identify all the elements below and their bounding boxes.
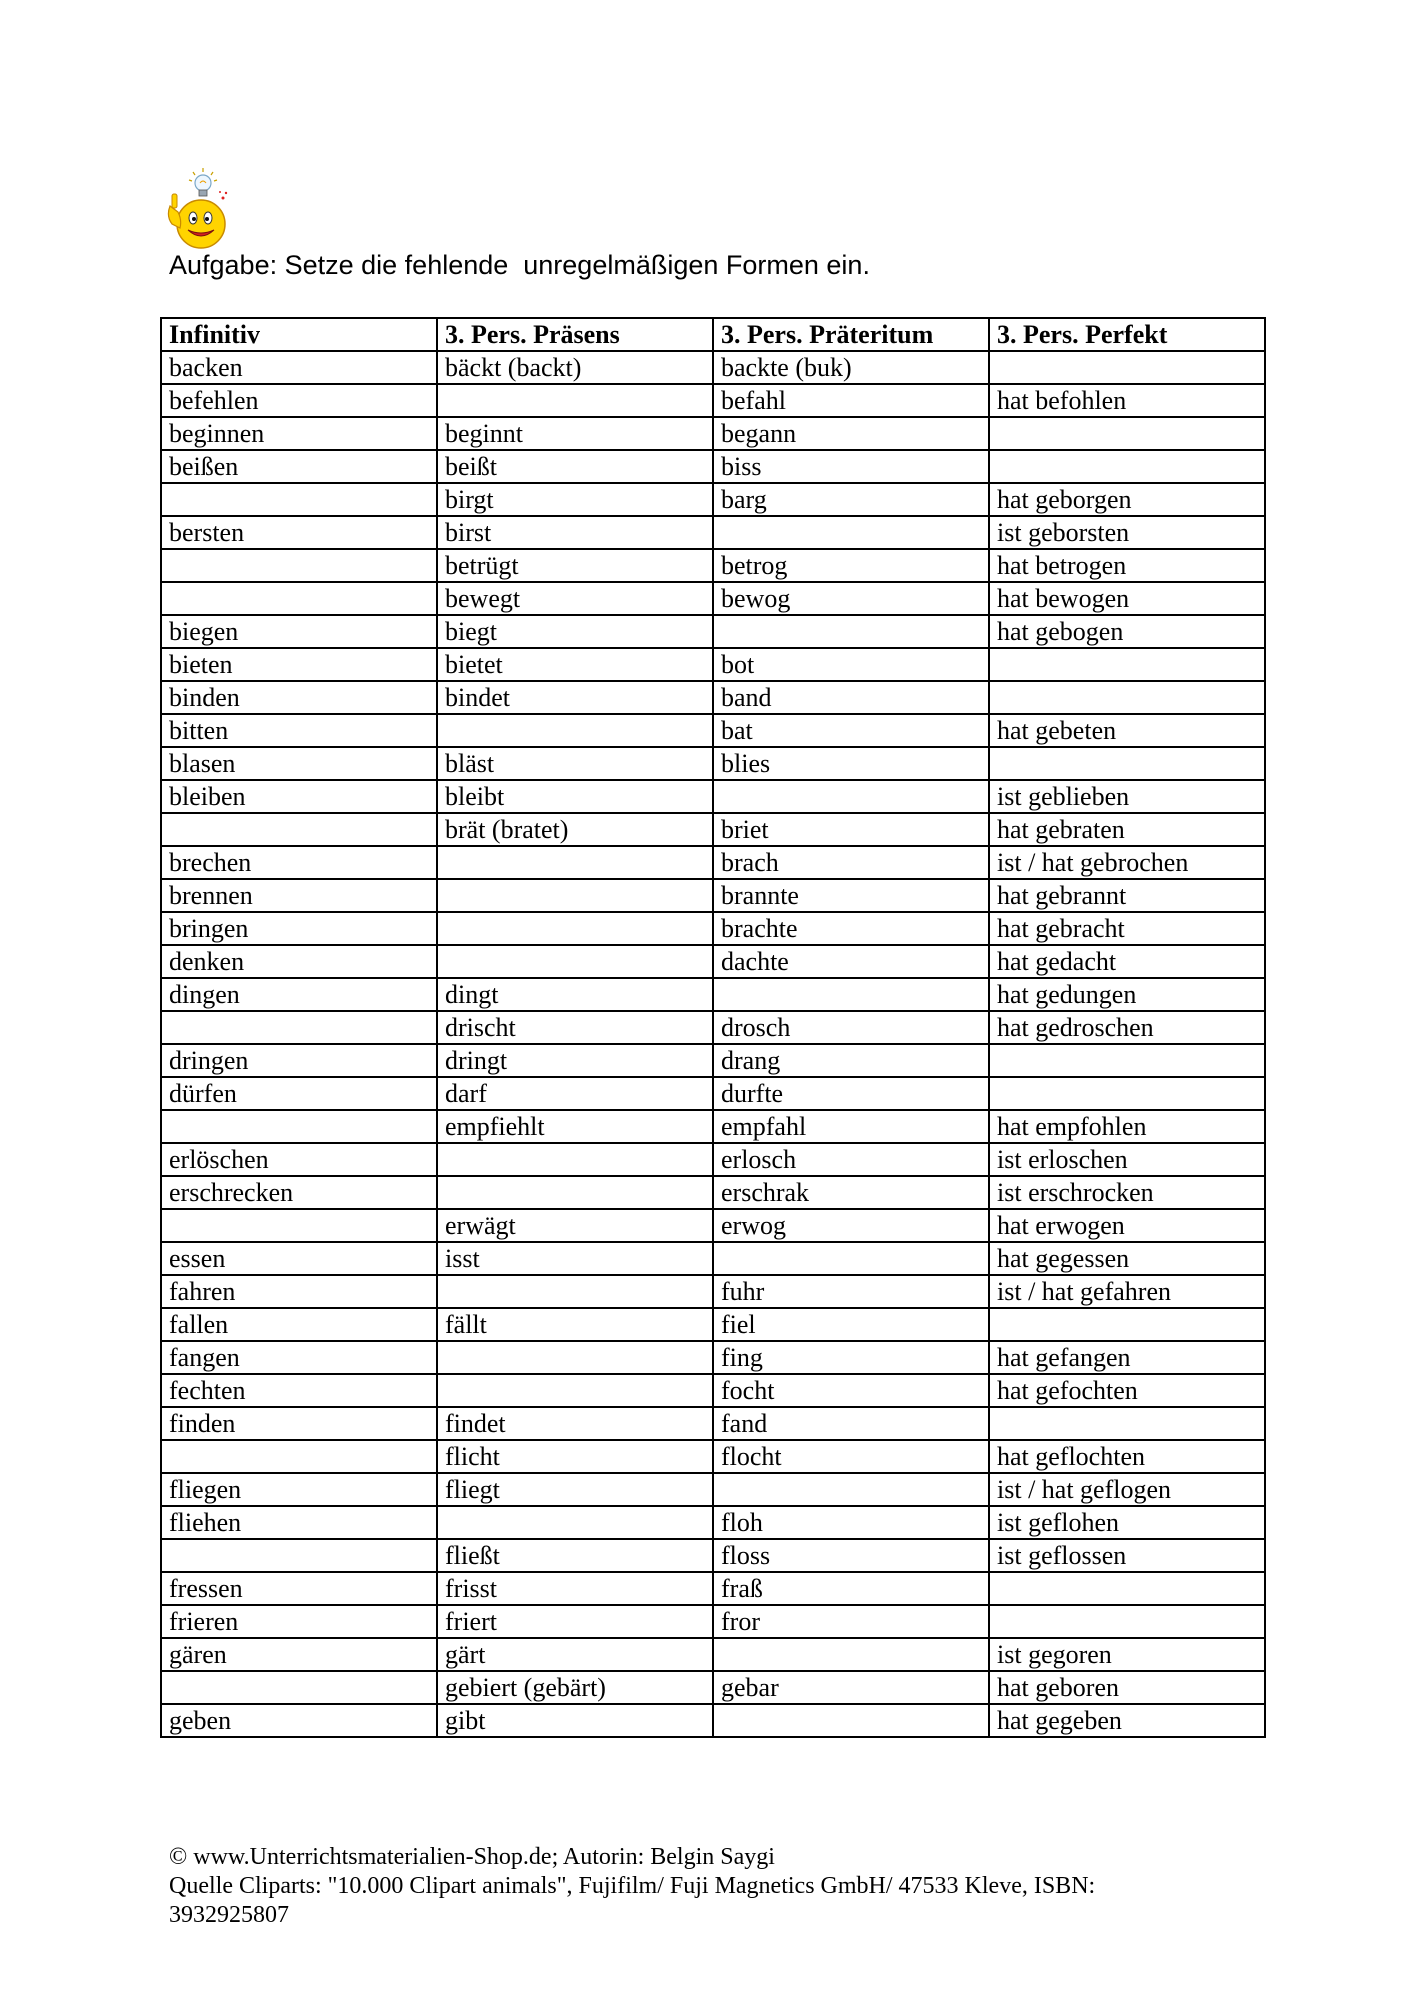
cell-perfekt: hat betrogen xyxy=(989,549,1265,582)
smiley-lightbulb-icon xyxy=(166,166,236,252)
cell-infinitiv: erschrecken xyxy=(161,1176,437,1209)
cell-praesens: drischt xyxy=(437,1011,713,1044)
cell-perfekt: ist / hat geflogen xyxy=(989,1473,1265,1506)
table-row xyxy=(161,1572,1265,1605)
table-row xyxy=(161,351,1265,384)
cell-infinitiv: fahren xyxy=(161,1275,437,1308)
cell-praeteritum: brannte xyxy=(713,879,989,912)
cell-praeteritum xyxy=(713,780,989,813)
cell-infinitiv xyxy=(161,1209,437,1242)
cell-perfekt: hat befohlen xyxy=(989,384,1265,417)
cell-praesens: birgt xyxy=(437,483,713,516)
cell-perfekt xyxy=(989,747,1265,780)
table-row xyxy=(161,384,1265,417)
cell-praeteritum: fing xyxy=(713,1341,989,1374)
cell-praeteritum: brach xyxy=(713,846,989,879)
cell-praesens: bäckt (backt) xyxy=(437,351,713,384)
table-row xyxy=(161,780,1265,813)
cell-infinitiv: dürfen xyxy=(161,1077,437,1110)
cell-praeteritum: empfahl xyxy=(713,1110,989,1143)
cell-infinitiv: fangen xyxy=(161,1341,437,1374)
table-row xyxy=(161,1110,1265,1143)
cell-infinitiv: fliegen xyxy=(161,1473,437,1506)
cell-perfekt xyxy=(989,351,1265,384)
cell-perfekt: ist geblieben xyxy=(989,780,1265,813)
cell-praeteritum: gebar xyxy=(713,1671,989,1704)
cell-praesens: gebiert (gebärt) xyxy=(437,1671,713,1704)
cell-perfekt: hat erwogen xyxy=(989,1209,1265,1242)
task-instruction: Aufgabe: Setze die fehlende unregelmäßigen Formen ein. xyxy=(169,250,870,280)
cell-praesens xyxy=(437,1506,713,1539)
table-row xyxy=(161,1242,1265,1275)
cell-perfekt: ist gegoren xyxy=(989,1638,1265,1671)
cell-infinitiv: bleiben xyxy=(161,780,437,813)
table-row xyxy=(161,879,1265,912)
cell-infinitiv xyxy=(161,1011,437,1044)
cell-perfekt: hat gebraten xyxy=(989,813,1265,846)
cell-praeteritum: fuhr xyxy=(713,1275,989,1308)
cell-praeteritum: erlosch xyxy=(713,1143,989,1176)
table-row xyxy=(161,1671,1265,1704)
table-row xyxy=(161,1209,1265,1242)
table-row xyxy=(161,1011,1265,1044)
table-row xyxy=(161,1341,1265,1374)
table-row xyxy=(161,417,1265,450)
cell-perfekt: hat gedroschen xyxy=(989,1011,1265,1044)
table-row xyxy=(161,1605,1265,1638)
table-row xyxy=(161,516,1265,549)
cell-perfekt xyxy=(989,450,1265,483)
cell-perfekt: hat gebrannt xyxy=(989,879,1265,912)
cell-infinitiv: gären xyxy=(161,1638,437,1671)
cell-praesens: betrügt xyxy=(437,549,713,582)
cell-infinitiv xyxy=(161,1110,437,1143)
cell-praeteritum: brachte xyxy=(713,912,989,945)
cell-infinitiv: fliehen xyxy=(161,1506,437,1539)
cell-infinitiv: brechen xyxy=(161,846,437,879)
cell-perfekt: hat gebracht xyxy=(989,912,1265,945)
cell-praesens: biegt xyxy=(437,615,713,648)
cell-praesens: darf xyxy=(437,1077,713,1110)
table-row xyxy=(161,1704,1265,1737)
table-row xyxy=(161,912,1265,945)
header-infinitiv: Infinitiv xyxy=(161,318,437,351)
cell-praesens: friert xyxy=(437,1605,713,1638)
cell-infinitiv: bieten xyxy=(161,648,437,681)
cell-perfekt: hat empfohlen xyxy=(989,1110,1265,1143)
cell-praesens: birst xyxy=(437,516,713,549)
table-row xyxy=(161,681,1265,714)
cell-praeteritum: floss xyxy=(713,1539,989,1572)
cell-praeteritum: erwog xyxy=(713,1209,989,1242)
cell-infinitiv: binden xyxy=(161,681,437,714)
cell-praesens: isst xyxy=(437,1242,713,1275)
cell-infinitiv: fechten xyxy=(161,1374,437,1407)
cell-praeteritum: blies xyxy=(713,747,989,780)
cell-perfekt xyxy=(989,1572,1265,1605)
cell-infinitiv: erlöschen xyxy=(161,1143,437,1176)
cell-infinitiv: brennen xyxy=(161,879,437,912)
cell-praeteritum: bat xyxy=(713,714,989,747)
cell-perfekt: hat geborgen xyxy=(989,483,1265,516)
cell-infinitiv: dingen xyxy=(161,978,437,1011)
cell-praeteritum: bewog xyxy=(713,582,989,615)
cell-praeteritum: floh xyxy=(713,1506,989,1539)
cell-praeteritum: erschrak xyxy=(713,1176,989,1209)
cell-infinitiv: geben xyxy=(161,1704,437,1737)
cell-praeteritum: focht xyxy=(713,1374,989,1407)
table-row xyxy=(161,945,1265,978)
cell-praesens xyxy=(437,1275,713,1308)
cell-perfekt: hat gegeben xyxy=(989,1704,1265,1737)
cell-infinitiv: blasen xyxy=(161,747,437,780)
table-row xyxy=(161,1407,1265,1440)
cell-praesens: fliegt xyxy=(437,1473,713,1506)
verb-table xyxy=(160,317,1266,1738)
table-row xyxy=(161,1275,1265,1308)
cell-perfekt: hat gebogen xyxy=(989,615,1265,648)
cell-praeteritum: durfte xyxy=(713,1077,989,1110)
cell-praeteritum xyxy=(713,1242,989,1275)
cell-perfekt: ist erloschen xyxy=(989,1143,1265,1176)
cell-perfekt: hat gebeten xyxy=(989,714,1265,747)
table-row xyxy=(161,1440,1265,1473)
cell-praeteritum: bot xyxy=(713,648,989,681)
cell-perfekt xyxy=(989,417,1265,450)
cell-infinitiv xyxy=(161,1671,437,1704)
cell-praeteritum xyxy=(713,1473,989,1506)
cell-praesens xyxy=(437,1341,713,1374)
cell-infinitiv: denken xyxy=(161,945,437,978)
cell-infinitiv: frieren xyxy=(161,1605,437,1638)
cell-perfekt xyxy=(989,1044,1265,1077)
cell-praesens: erwägt xyxy=(437,1209,713,1242)
cell-praeteritum: biss xyxy=(713,450,989,483)
cell-perfekt xyxy=(989,1077,1265,1110)
table-row xyxy=(161,1077,1265,1110)
cell-infinitiv: backen xyxy=(161,351,437,384)
header-praesens: 3. Pers. Präsens xyxy=(437,318,713,351)
cell-praeteritum: dachte xyxy=(713,945,989,978)
cell-praeteritum: briet xyxy=(713,813,989,846)
table-row xyxy=(161,1374,1265,1407)
cell-infinitiv xyxy=(161,1539,437,1572)
cell-praeteritum xyxy=(713,978,989,1011)
cell-praeteritum: drang xyxy=(713,1044,989,1077)
cell-praesens: fällt xyxy=(437,1308,713,1341)
cell-praesens xyxy=(437,879,713,912)
cell-infinitiv: bersten xyxy=(161,516,437,549)
cell-infinitiv xyxy=(161,549,437,582)
table-row xyxy=(161,648,1265,681)
cell-praesens: findet xyxy=(437,1407,713,1440)
header-perfekt: 3. Pers. Perfekt xyxy=(989,318,1265,351)
cell-praeteritum: band xyxy=(713,681,989,714)
cell-praesens: beginnt xyxy=(437,417,713,450)
cell-infinitiv: essen xyxy=(161,1242,437,1275)
cell-perfekt xyxy=(989,1308,1265,1341)
cell-praeteritum: flocht xyxy=(713,1440,989,1473)
cell-praesens: bietet xyxy=(437,648,713,681)
table-row xyxy=(161,1143,1265,1176)
cell-praeteritum: begann xyxy=(713,417,989,450)
cell-perfekt: hat gedungen xyxy=(989,978,1265,1011)
cell-infinitiv: fressen xyxy=(161,1572,437,1605)
cell-perfekt: ist / hat gefahren xyxy=(989,1275,1265,1308)
cell-infinitiv xyxy=(161,483,437,516)
cell-praesens: brät (bratet) xyxy=(437,813,713,846)
cell-infinitiv: bringen xyxy=(161,912,437,945)
cell-perfekt: hat gegessen xyxy=(989,1242,1265,1275)
cell-praesens: empfiehlt xyxy=(437,1110,713,1143)
cell-praesens: flicht xyxy=(437,1440,713,1473)
cell-praeteritum: backte (buk) xyxy=(713,351,989,384)
cell-praeteritum: barg xyxy=(713,483,989,516)
cell-praeteritum: fiel xyxy=(713,1308,989,1341)
cell-praesens xyxy=(437,1176,713,1209)
cell-perfekt: ist erschrocken xyxy=(989,1176,1265,1209)
cell-praesens: dingt xyxy=(437,978,713,1011)
cell-praeteritum: fror xyxy=(713,1605,989,1638)
cell-praeteritum: fand xyxy=(713,1407,989,1440)
cell-perfekt: ist / hat gebrochen xyxy=(989,846,1265,879)
table-row xyxy=(161,1506,1265,1539)
cell-infinitiv xyxy=(161,813,437,846)
cell-praesens: beißt xyxy=(437,450,713,483)
footer-isbn: 3932925807 xyxy=(169,1902,289,1928)
cell-praesens xyxy=(437,384,713,417)
cell-infinitiv: bitten xyxy=(161,714,437,747)
table-row xyxy=(161,714,1265,747)
table-row xyxy=(161,1473,1265,1506)
cell-praesens xyxy=(437,714,713,747)
table-row xyxy=(161,1638,1265,1671)
cell-praesens xyxy=(437,1374,713,1407)
table-row xyxy=(161,1308,1265,1341)
cell-praesens: bewegt xyxy=(437,582,713,615)
table-row xyxy=(161,1044,1265,1077)
cell-praesens: frisst xyxy=(437,1572,713,1605)
cell-perfekt: hat gedacht xyxy=(989,945,1265,978)
cell-perfekt: hat geflochten xyxy=(989,1440,1265,1473)
cell-praesens xyxy=(437,846,713,879)
table-row xyxy=(161,483,1265,516)
table-row xyxy=(161,582,1265,615)
cell-infinitiv: beginnen xyxy=(161,417,437,450)
cell-praesens xyxy=(437,1143,713,1176)
cell-praesens: bindet xyxy=(437,681,713,714)
table-row xyxy=(161,549,1265,582)
cell-praeteritum xyxy=(713,516,989,549)
cell-praesens: gärt xyxy=(437,1638,713,1671)
cell-infinitiv: finden xyxy=(161,1407,437,1440)
table-row xyxy=(161,747,1265,780)
cell-praeteritum xyxy=(713,615,989,648)
cell-perfekt: ist geflohen xyxy=(989,1506,1265,1539)
footer-copyright: © www.Unterrichtsmaterialien-Shop.de; Autorin: Belgin Saygi xyxy=(169,1844,775,1870)
cell-praesens xyxy=(437,945,713,978)
cell-perfekt: hat bewogen xyxy=(989,582,1265,615)
cell-infinitiv: dringen xyxy=(161,1044,437,1077)
cell-infinitiv: fallen xyxy=(161,1308,437,1341)
cell-infinitiv xyxy=(161,582,437,615)
cell-infinitiv: befehlen xyxy=(161,384,437,417)
table-row xyxy=(161,1539,1265,1572)
cell-infinitiv: biegen xyxy=(161,615,437,648)
cell-praeteritum: fraß xyxy=(713,1572,989,1605)
table-row xyxy=(161,813,1265,846)
cell-perfekt: hat geboren xyxy=(989,1671,1265,1704)
cell-perfekt xyxy=(989,681,1265,714)
table-row xyxy=(161,450,1265,483)
cell-praeteritum: betrog xyxy=(713,549,989,582)
cell-infinitiv: beißen xyxy=(161,450,437,483)
table-row xyxy=(161,615,1265,648)
cell-praesens: gibt xyxy=(437,1704,713,1737)
table-row xyxy=(161,978,1265,1011)
cell-praeteritum: befahl xyxy=(713,384,989,417)
cell-praeteritum xyxy=(713,1638,989,1671)
cell-praeteritum: drosch xyxy=(713,1011,989,1044)
cell-perfekt: ist geborsten xyxy=(989,516,1265,549)
cell-perfekt xyxy=(989,1605,1265,1638)
cell-perfekt: hat gefochten xyxy=(989,1374,1265,1407)
cell-perfekt xyxy=(989,648,1265,681)
cell-praesens: bläst xyxy=(437,747,713,780)
cell-praesens: fließt xyxy=(437,1539,713,1572)
footer-source: Quelle Cliparts: "10.000 Clipart animals", Fujifilm/ Fuji Magnetics GmbH/ 47533 Kleve, ISBN: xyxy=(169,1873,1096,1899)
table-header-row xyxy=(161,318,1265,351)
cell-perfekt: hat gefangen xyxy=(989,1341,1265,1374)
table-row xyxy=(161,1176,1265,1209)
table-row xyxy=(161,846,1265,879)
cell-praesens xyxy=(437,912,713,945)
cell-praesens: bleibt xyxy=(437,780,713,813)
cell-perfekt xyxy=(989,1407,1265,1440)
cell-praesens: dringt xyxy=(437,1044,713,1077)
cell-praeteritum xyxy=(713,1704,989,1737)
cell-infinitiv xyxy=(161,1440,437,1473)
footer xyxy=(169,1843,1269,1930)
header-praeteritum: 3. Pers. Präteritum xyxy=(713,318,989,351)
cell-perfekt: ist geflossen xyxy=(989,1539,1265,1572)
